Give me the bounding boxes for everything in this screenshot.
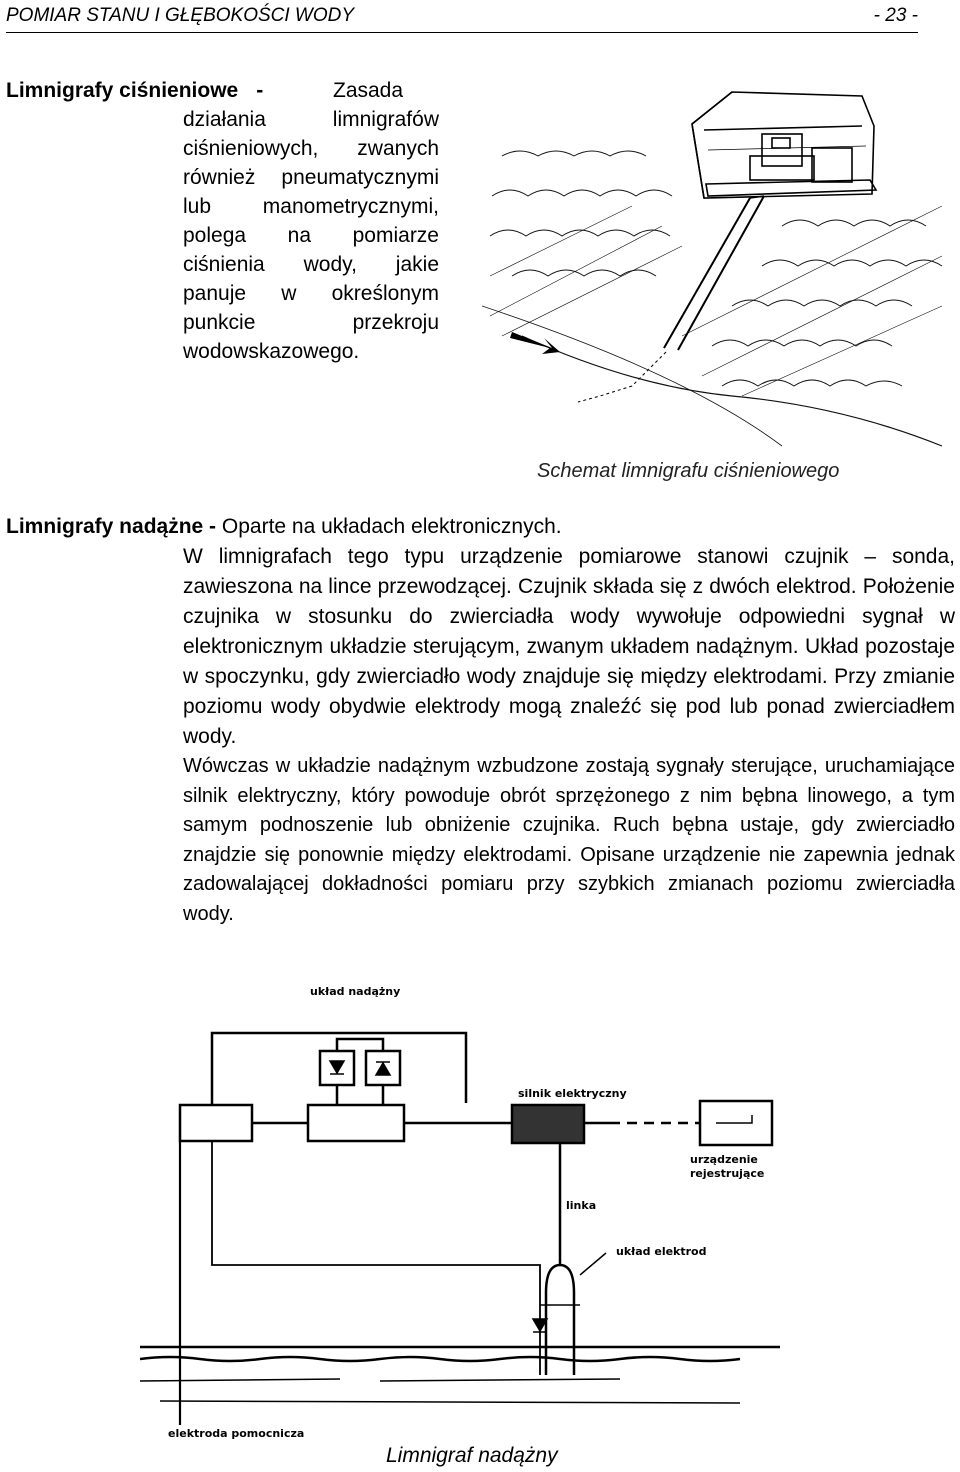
page-number: - 23 - bbox=[873, 5, 918, 26]
section2-text1: W limnigrafach tego typu urządzenie pomiarowe stanowi czujnik – sonda, zawieszona na lince przewodzącej. Czujnik składa się z dwóch elektrod. Położenie czujnika w stosunku do zwierciadła wody wywołuje odpowiedni sygnał w elektronicznym układzie sterującym, zwanym układem nadążnym. Układ pozostaje w spoczynku, gdy zwierciadło wody znajduje się między elektrodami. Przy zmianie poziomu wody obydwie elektrody mogą znaleźć się pod lub ponad zwierciadłem wody. bbox=[183, 545, 955, 748]
section1-text: Zasada działania limnigrafów ciśnieniowych, zwanych również pneumatycznymi lub manometrycznymi, polega na pomiarze ciśnienia wody, jakie panuje w określonym punkcie przekroju wodowskazowego. bbox=[183, 79, 439, 363]
label-elektroda-pomocnicza: elektroda pomocnicza bbox=[168, 1427, 305, 1440]
label-uklad-elektrod: układ elektrod bbox=[616, 1245, 707, 1258]
section2-dash: - bbox=[209, 515, 217, 538]
label-silnik: silnik elektryczny bbox=[518, 1087, 627, 1100]
section2 bbox=[6, 512, 955, 929]
label-urzadzenie-2: rejestrujące bbox=[690, 1167, 765, 1180]
section2-intro: Oparte na układach elektronicznych. bbox=[221, 515, 562, 538]
section1-dash: - bbox=[256, 79, 264, 102]
header-title: POMIAR STANU I GŁĘBOKOŚCI WODY bbox=[6, 5, 355, 26]
section2-text2: Wówczas w układzie nadążnym wzbudzone zostają sygnały sterujące, uruchamiające silnik elektryczny, który powoduje obrót sprzężonego z nim bębna linowego, a tym samym podnoszenie lub obniżenie czujnika. Ruch bębna ustaje, gdy zwierciadło znajdzie się ponownie między elektrodami. Opisane urządzenie nie zapewnia jednak zadowalającej dokładności pomiaru przy szybkich zmianach poziomu zwierciadła wody. bbox=[183, 755, 955, 925]
header-rule bbox=[6, 32, 918, 33]
section1-paragraph bbox=[183, 76, 439, 366]
figure2-caption: Limnigraf nadążny bbox=[386, 1444, 558, 1467]
pressure-limnigraph-figure bbox=[482, 86, 952, 456]
page-header bbox=[6, 4, 918, 28]
figure1-caption: Schemat limnigrafu ciśnieniowego bbox=[537, 460, 840, 482]
follower-limnigraph-diagram bbox=[140, 975, 780, 1445]
section1-heading: Limnigrafy ciśnieniowe bbox=[6, 79, 239, 102]
section2-first-line bbox=[6, 512, 955, 542]
label-urzadzenie-1: urządzenie bbox=[690, 1153, 758, 1166]
label-linka: linka bbox=[566, 1199, 597, 1212]
section2-heading: Limnigrafy nadążne bbox=[6, 515, 204, 538]
label-uklad-nadazny: układ nadążny bbox=[310, 985, 401, 998]
